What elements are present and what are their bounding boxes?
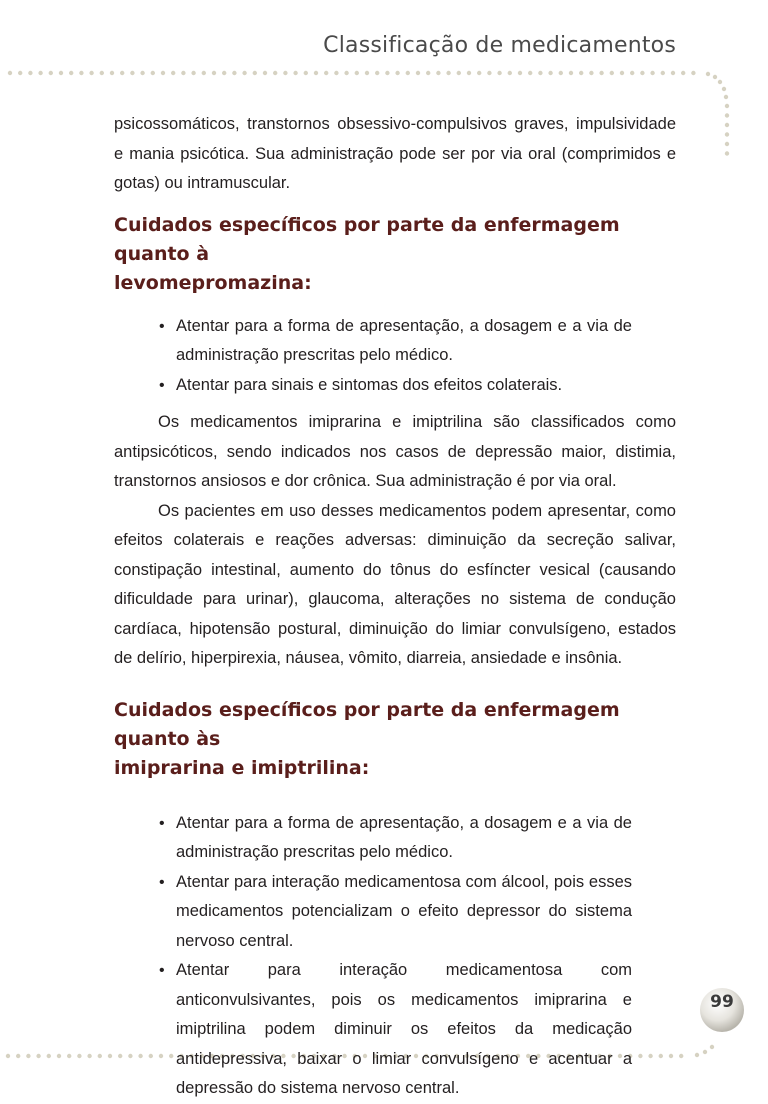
section-heading-levomepromazina	[114, 211, 676, 298]
bullet-list-levomepromazina	[114, 312, 632, 401]
list-item: • Atentar para sinais e sintomas dos efeitos colaterais.	[176, 371, 632, 401]
page-content	[114, 110, 676, 1104]
bullet-list-imiprarina	[114, 809, 632, 1104]
body-paragraph: Os pacientes em uso desses medicamentos podem apresentar, como efeitos colaterais e reações adversas: diminuição da secreção salivar, constipação intestinal, aumento do tônus do esfíncter vesical (causando dificuldade para urinar), glaucoma, alterações no sistema de condução cardíaca, hipotensão postural, diminuição do limiar convulsígeno, estados de delírio, hiperpirexia, náusea, vômito, diarreia, ansiedade e insônia.	[114, 501, 676, 667]
page-number: 99	[710, 992, 734, 1012]
heading-line: Cuidados específicos por parte da enfermagem quanto à	[114, 213, 620, 265]
heading-line: Cuidados específicos por parte da enfermagem quanto às	[114, 698, 620, 750]
intro-paragraph: psicossomáticos, transtornos obsessivo-compulsivos graves, impulsividade e mania psicótica. Sua administração pode ser por via oral (comprimidos e gotas) ou intramuscular.	[114, 115, 676, 192]
list-item: • Atentar para interação medicamentosa com álcool, pois esses medicamentos potencializam o efeito depressor do sistema nervoso central.	[176, 868, 632, 957]
list-item: • Atentar para a forma de apresentação, a dosagem e a via de administração prescritas pelo médico.	[176, 312, 632, 371]
list-item: • Atentar para a forma de apresentação, a dosagem e a via de administração prescritas pelo médico.	[176, 809, 632, 868]
heading-line: imiprarina e imiptrilina:	[114, 756, 370, 779]
heading-line: levomepromazina:	[114, 271, 312, 294]
running-header-title: Classificação de medicamentos	[323, 33, 676, 58]
body-paragraph: Os medicamentos imiprarina e imiptrilina são classificados como antipsicóticos, sendo indicados nos casos de depressão maior, distimia, transtornos ansiosos e dor crônica. Sua administração é por via oral.	[114, 413, 676, 490]
section-heading-imiprarina	[114, 696, 676, 783]
list-item: • Atentar para interação medicamentosa com anticonvulsivantes, pois os medicamentos imiprarina e imiptrilina podem diminuir os efeitos da medicação antidepressiva, baixar o limiar convulsígeno e acentuar a depressão do sistema nervoso central.	[176, 956, 632, 1104]
